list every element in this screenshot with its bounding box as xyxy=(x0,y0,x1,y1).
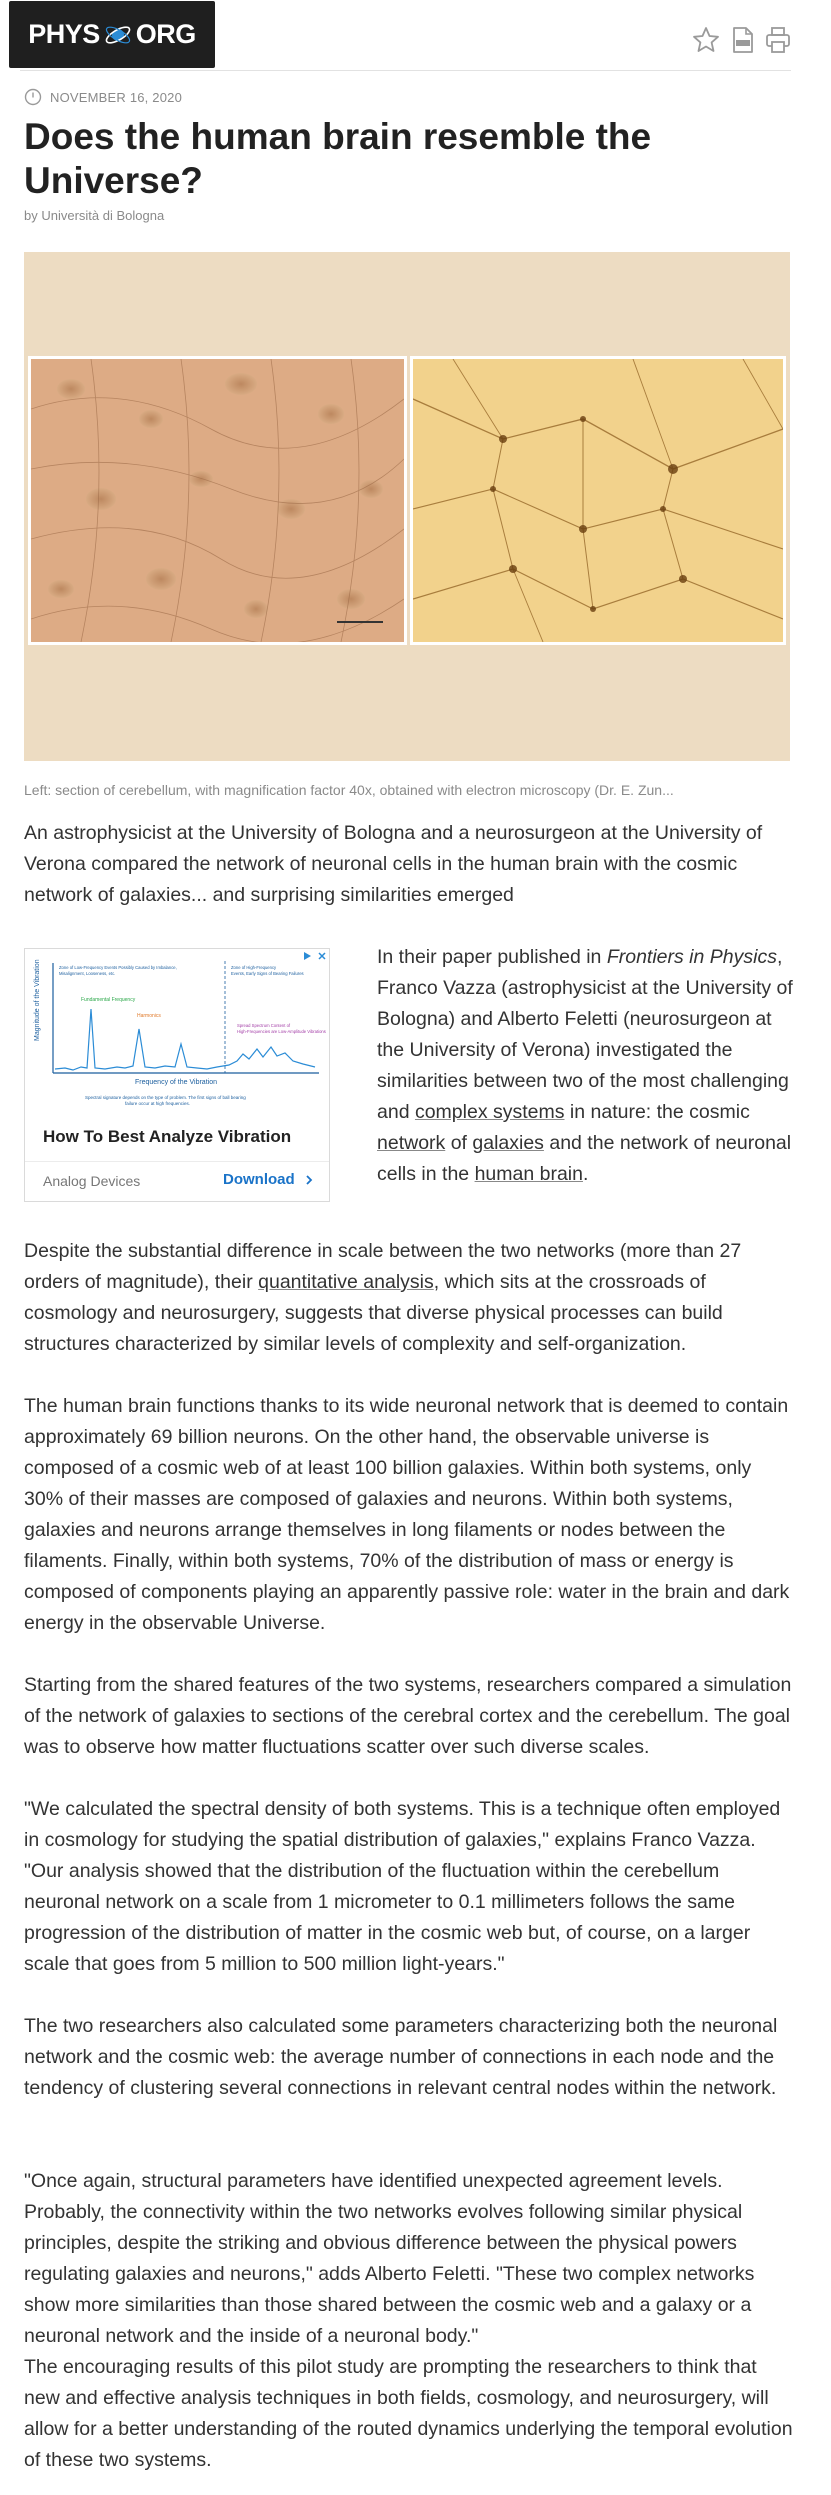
print-icon[interactable] xyxy=(763,25,793,55)
svg-text:High-Frequencies are Low-Ampli: High-Frequencies are Low-Amplitude Vibrations xyxy=(237,1029,326,1034)
ad-harmonics-label: Harmonics xyxy=(137,1013,161,1019)
ad-vibration-chart[interactable] xyxy=(25,949,329,1109)
scale-text-2: , which sits at the crossroads of cosmology and neurosurgery, suggests that diverse physical processes can build structures characterized by similar levels of complexity and self-organization. xyxy=(24,1271,723,1355)
ad-divider xyxy=(25,1161,329,1162)
atom-logo-icon xyxy=(103,20,133,50)
figure-caption: Left: section of cerebellum, with magnification factor 40x, obtained with electron microscopy (Dr. E. Zun... xyxy=(24,782,674,798)
ad-title[interactable]: How To Best Analyze Vibration xyxy=(43,1127,292,1146)
ad-chart-footer: Spectral signature depends on the type of problem. The first signs of ball bearing xyxy=(85,1095,246,1100)
pdf-icon[interactable] xyxy=(727,25,757,55)
paper-text-3: in nature: the cosmic xyxy=(564,1101,750,1123)
date-text: NOVEMBER 16, 2020 xyxy=(50,89,183,105)
byline: by Università di Bologna xyxy=(24,208,165,223)
link-network[interactable]: network xyxy=(377,1132,446,1154)
ad-info-icon[interactable] xyxy=(302,951,312,961)
intro-paragraph: An astrophysicist at the University of Bologna and a neurosurgeon at the University of Verona compared the network of neuronal cells in the human brain with the cosmic network of galaxies... and surprising similarities emerged xyxy=(24,822,763,906)
logo-text-left: PHYS xyxy=(28,19,100,49)
spectral-density-paragraph: "We calculated the spectral density of both systems. This is a technique often employed in cosmology for studying the spatial distribution of galaxies," explains Franco Vazza. "Our analysis showed that the distribution of the fluctuation within the cerebellum neuronal network on a scale from 1 micrometer to 0.1 millimeters follows the same progression of the distribution of matter in the cosmic web but, of course, on a larger scale that goes from 5 million to 500 million light-years." xyxy=(24,1798,781,1975)
ad-zone-low: Zone of Low-Frequency Events Possibly Caused by Imbalance, xyxy=(59,965,177,970)
quote-paragraph: "Once again, structural parameters have identified unexpected agreement levels. Probably, the connectivity within the two networks evolves following similar physical principles, despite the striking and obvious difference between the physical powers regulating galaxies and neurons," adds Alberto Feletti. "These two complex networks show more similarities than those shared between the cosmic web and a galaxy or a neuronal network and the inside of a neuronal body." xyxy=(24,2170,755,2347)
ad-spread-label: Spread Spectrum Content of xyxy=(237,1023,291,1028)
ad-source: Analog Devices xyxy=(43,1173,141,1189)
paper-paragraph xyxy=(377,942,795,1190)
cosmic-web-image xyxy=(410,356,786,645)
brain-universe-paragraph: The human brain functions thanks to its wide neuronal network that is deemed to contain approximately 69 billion neurons. On the other hand, the observable universe is composed of a cosmic web of at least 100 billion galaxies. Within both systems, only 30% of their masses are composed of galaxies and neurons. Within both systems, galaxies and neurons arrange themselves in long filaments or nodes between the filaments. Finally, within both systems, 70% of the distribution of mass or energy is composed of components playing an apparently passive role: water in the brain and dark energy in the observable Universe. xyxy=(24,1395,790,1634)
ad-chart-xlabel: Frequency of the Vibration xyxy=(135,1079,217,1086)
ad-download-button[interactable] xyxy=(223,1171,315,1188)
link-quantitative-analysis[interactable]: quantitative analysis xyxy=(258,1271,434,1293)
paper-text-1: In their paper published in xyxy=(377,946,607,968)
link-complex-systems[interactable]: complex systems xyxy=(414,1101,565,1123)
article-figure[interactable] xyxy=(24,252,790,761)
cerebellum-image xyxy=(28,356,407,645)
phys-org-logo[interactable] xyxy=(9,1,215,68)
paper-text-5: and the network of neuronal cells in the xyxy=(377,1132,792,1185)
svg-text:Events, Early Signs of Bearing: Events, Early Signs of Bearing Failures xyxy=(231,971,304,976)
logo-text-right: ORG xyxy=(135,19,196,49)
publish-date xyxy=(24,88,182,106)
header-divider xyxy=(20,70,791,71)
scale-paragraph xyxy=(24,1236,794,1360)
journal-name: Frontiers in Physics xyxy=(606,946,777,968)
scale-text-1: Despite the substantial difference in scale between the two networks (more than 27 orders of magnitude), their xyxy=(24,1240,742,1293)
site-header xyxy=(0,0,831,72)
ad-cta-label: Download xyxy=(223,1171,295,1188)
ad-choices-badge[interactable] xyxy=(299,949,329,963)
link-galaxies[interactable]: galaxies xyxy=(472,1132,544,1154)
article-title: Does the human brain resemble the Universe? xyxy=(24,116,652,201)
conclusion-paragraph: The encouraging results of this pilot study are prompting the researchers to think that new and effective analysis techniques in both fields, cosmology, and neurosurgery, will allow for a better understanding of the routed dynamics underlying the temporal evolution of these two systems. xyxy=(24,2356,793,2471)
chevron-right-icon xyxy=(303,1174,315,1186)
link-human-brain[interactable]: human brain xyxy=(474,1163,583,1185)
clock-icon xyxy=(24,88,42,106)
ad-fundamental-label: Fundamental Frequency xyxy=(81,997,136,1003)
paper-text-6: . xyxy=(582,1163,589,1185)
ad-zone-high: Zone of High-Frequency xyxy=(231,965,277,970)
ad-close-icon[interactable] xyxy=(317,951,327,961)
parameters-paragraph: The two researchers also calculated some parameters characterizing both the neuronal network and the cosmic web: the average number of connections in each node and the tendency of clustering several connections in relevant central nodes within the network. xyxy=(24,2015,778,2099)
sponsored-ad[interactable] xyxy=(24,948,330,1202)
star-icon[interactable] xyxy=(691,25,721,55)
svg-text:Misalignment, Looseness, etc.: Misalignment, Looseness, etc. xyxy=(59,971,116,976)
paper-text-4: of xyxy=(445,1132,473,1154)
paper-text-2: , Franco Vazza (astrophysicist at the University of Bologna) and Alberto Feletti (neurosurgeon at the University of Verona) investigated the similarities between two of the most challenging and xyxy=(377,946,793,1123)
ad-chart-ylabel: Magnitude of the Vibration xyxy=(34,959,41,1041)
svg-text:failure occur at high frequenc: failure occur at high frequencies. xyxy=(125,1101,191,1106)
simulation-paragraph: Starting from the shared features of the two systems, researchers compared a simulation of the network of galaxies to sections of the cerebral cortex and the cerebellum. The goal was to observe how matter fluctuations scatter over such diverse scales. xyxy=(24,1674,792,1758)
